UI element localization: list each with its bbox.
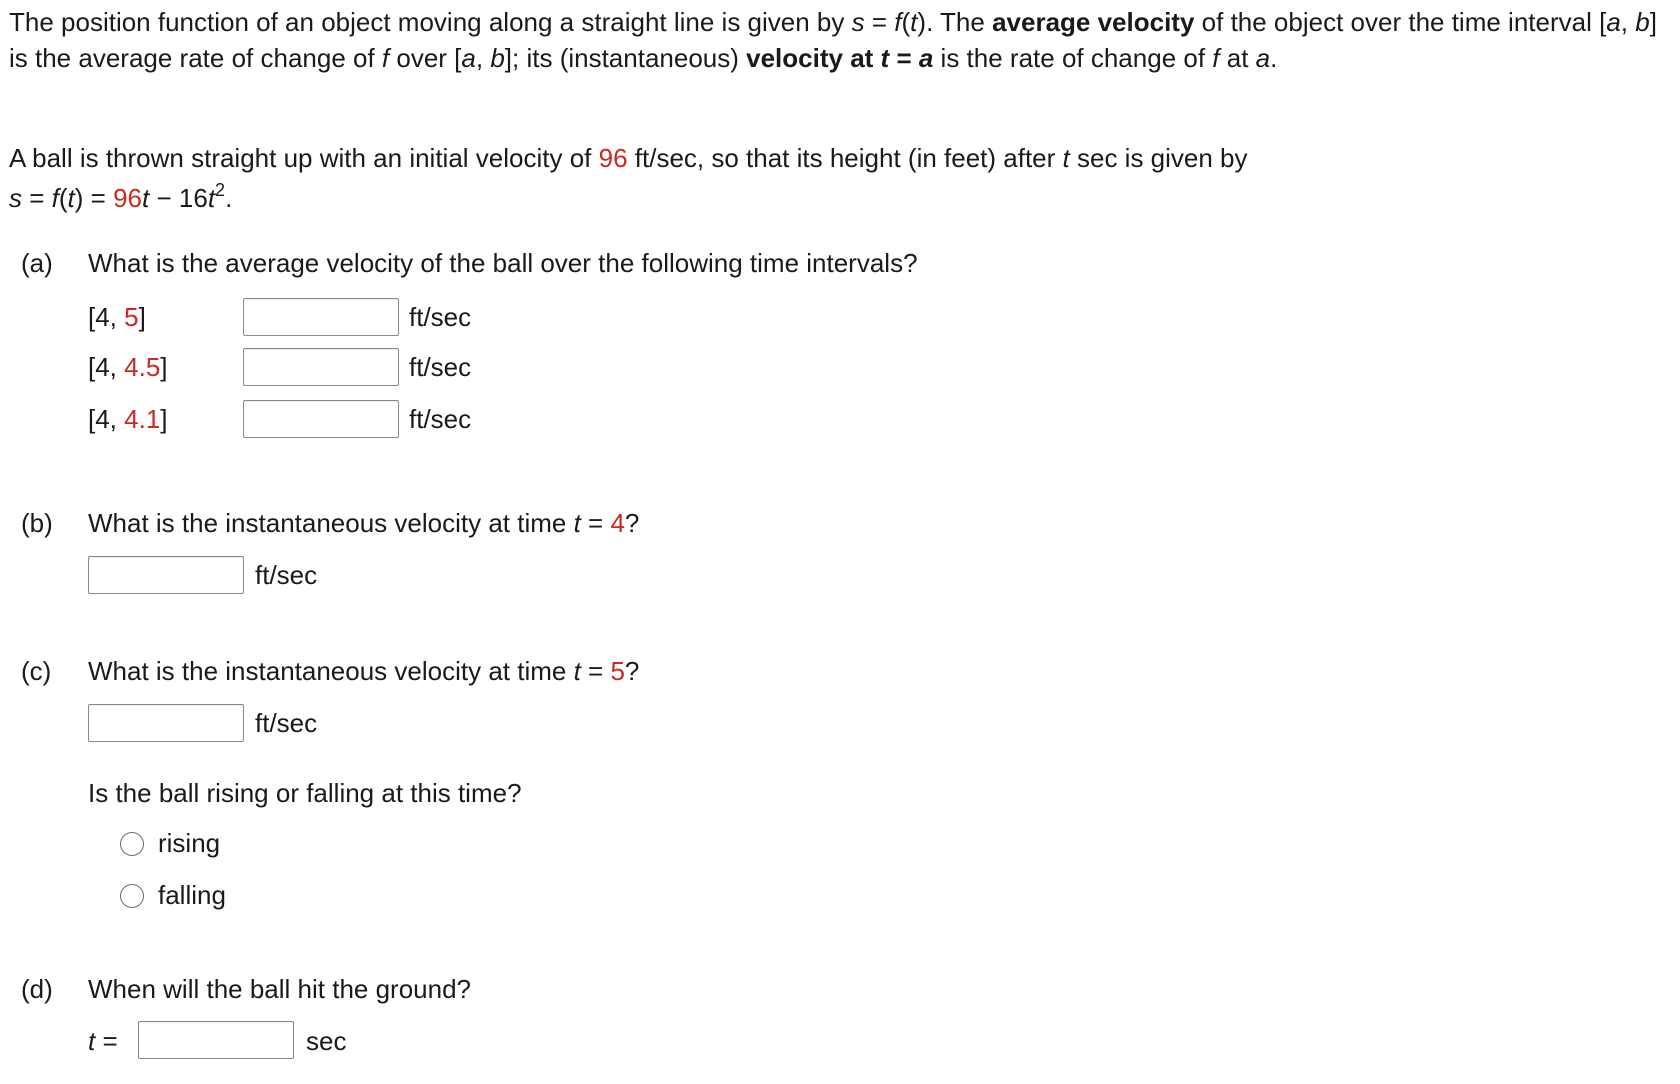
radio-button-icon[interactable] (120, 884, 144, 908)
rising-falling-question: Is the ball rising or falling at this time? (88, 778, 522, 808)
avg-velocity-input-3[interactable] (243, 400, 399, 438)
radio-label-falling: falling (158, 880, 226, 910)
part-c-question: What is the instantaneous velocity at time t = 5? (88, 656, 640, 686)
radio-option-rising[interactable] (120, 828, 220, 859)
part-a-question: What is the average velocity of the ball over the following time intervals? (88, 248, 918, 278)
interval-label-1: [4, 5] (88, 302, 146, 332)
avg-velocity-input-1[interactable] (243, 298, 399, 336)
problem-intro: The position function of an object moving along a straight line is given by s = f(t). The average velocity of the object over the time interval [a, b] is the average rate of change of f over [a, b]; its (instantaneous) velocity at t = a is the rate of change of f at a. (9, 7, 1657, 73)
avg-velocity-input-2[interactable] (243, 348, 399, 386)
part-a-label: (a) (21, 248, 53, 278)
unit-label: ft/sec (255, 708, 318, 738)
radio-option-falling[interactable] (120, 880, 226, 911)
unit-label: ft/sec (409, 302, 472, 332)
unit-label: ft/sec (255, 560, 318, 590)
ball-problem-statement: A ball is thrown straight up with an initial velocity of 96 ft/sec, so that its height (in feet) after t sec is given by $s = f(t) = 96t - 16t^2$. (9, 143, 1248, 213)
unit-label: sec (306, 1026, 347, 1056)
radio-label-rising: rising (158, 828, 221, 858)
part-d-question: When will the ball hit the ground? (88, 974, 472, 1004)
initial-velocity-value: 96 (598, 143, 628, 173)
instant-velocity-t5-input[interactable] (88, 704, 244, 742)
part-c-label: (c) (21, 656, 52, 686)
unit-label: ft/sec (409, 404, 472, 434)
part-b-label: (b) (21, 508, 53, 538)
height-function: $s = f(t) = 96t - 16t^2$. (9, 180, 233, 213)
instant-velocity-t4-input[interactable] (88, 556, 244, 594)
part-d-label: (d) (21, 974, 53, 1004)
interval-label-2: [4, 4.5] (88, 352, 168, 382)
interval-label-3: [4, 4.1] (88, 404, 168, 434)
radio-button-icon[interactable] (120, 832, 144, 856)
part-b-question: What is the instantaneous velocity at time t = 4? (88, 508, 640, 538)
t-equals-label: t = (88, 1026, 118, 1056)
ground-hit-time-input[interactable] (138, 1021, 294, 1059)
unit-label: ft/sec (409, 352, 472, 382)
